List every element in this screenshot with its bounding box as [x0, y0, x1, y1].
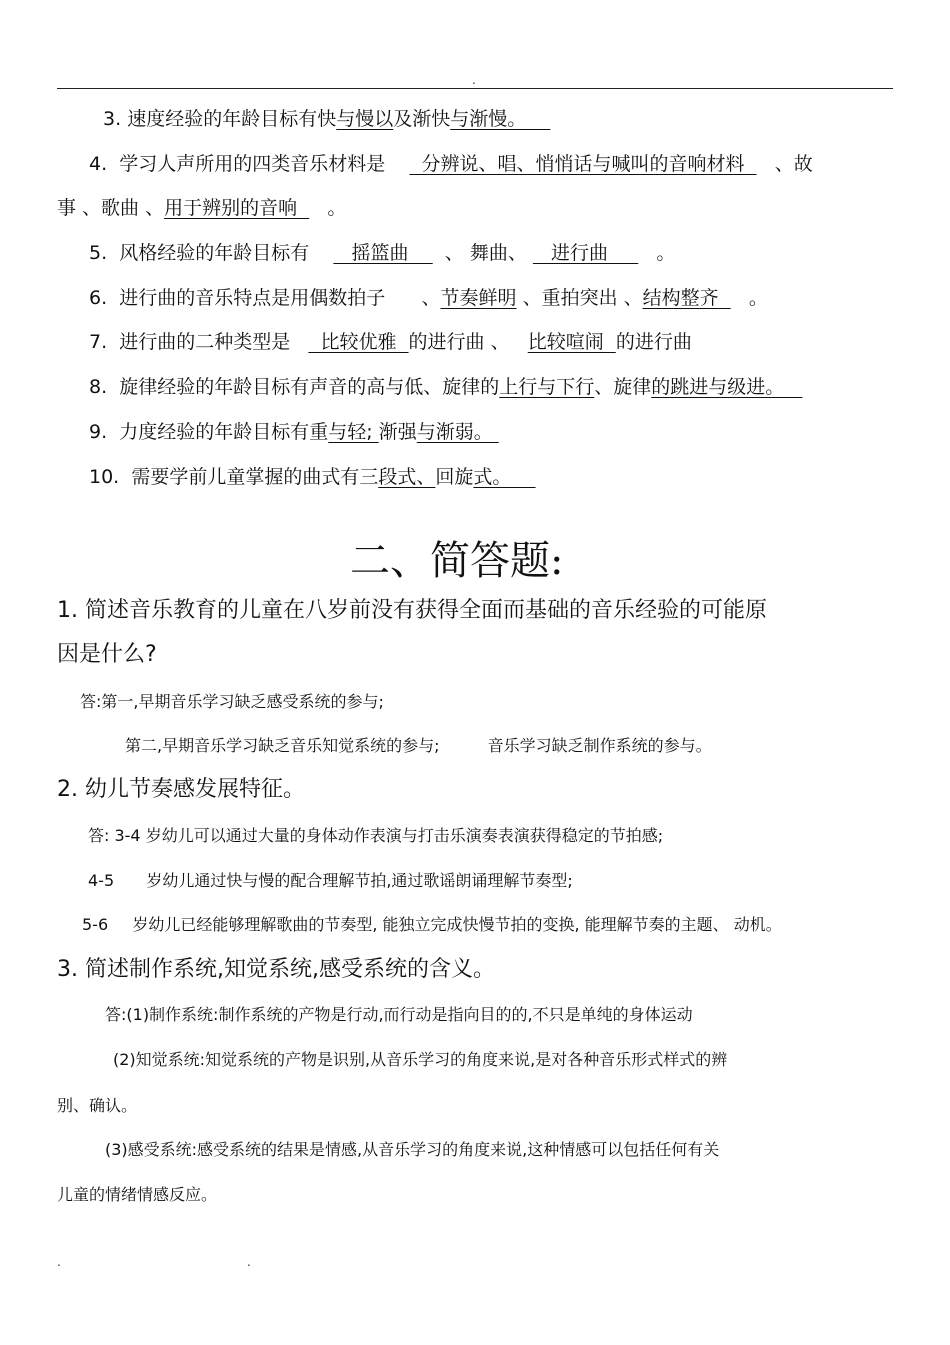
- fill-item-10: 10. 需要学前儿童掌握的曲式有三段式、回旋式。: [89, 466, 536, 488]
- answer-blank: 段式、: [378, 466, 436, 488]
- fill-item-6: 6. 进行曲的音乐特点是用偶数拍子 、节奏鲜明 、重拍突出 、结构整齐 。: [89, 287, 768, 309]
- answer-3-line-3: 别、确认。: [57, 1096, 138, 1115]
- answer-blank: 结构整齐: [642, 287, 731, 309]
- answer-1-line-2: 第二,早期音乐学习缺乏音乐知觉系统的参与; 音乐学习缺乏制作系统的参与。: [125, 736, 712, 755]
- answer-blank: 进行曲: [532, 242, 639, 264]
- question-2: 2. 幼儿节奏感发展特征。: [57, 777, 305, 802]
- answer-blank: 节奏鲜明: [440, 287, 517, 309]
- answer-3-line-1: 答:(1)制作系统:制作系统的产物是行动,而行动是指向目的的,不只是单纯的身体运动: [105, 1005, 693, 1024]
- header-dot: .: [472, 73, 476, 87]
- fill-item-5: 5. 风格经验的年龄目标有 摇篮曲 、 舞曲、 进行曲 。: [89, 242, 676, 264]
- answer-2-line-1: 答: 3-4 岁幼儿可以通过大量的身体动作表演与打击乐演奏表演获得稳定的节拍感;: [88, 826, 664, 845]
- answer-blank: 与慢以: [336, 108, 394, 130]
- fill-item-9: 9. 力度经验的年龄目标有重与轻; 渐强与渐弱。: [89, 421, 499, 443]
- question-3: 3. 简述制作系统,知觉系统,感受系统的含义。: [57, 957, 495, 982]
- answer-3-line-2: (2)知觉系统:知觉系统的产物是识别,从音乐学习的角度来说,是对各种音乐形式样式的辨: [113, 1050, 728, 1069]
- question-1: 1. 简述音乐教育的儿童在八岁前没有获得全面而基础的音乐经验的可能原: [57, 598, 767, 623]
- answer-2-line-2: 4-5 岁幼儿通过快与慢的配合理解节拍,通过歌谣朗诵理解节奏型;: [88, 871, 573, 890]
- answer-2-line-3: 5-6 岁幼儿已经能够理解歌曲的节奏型, 能独立完成快慢节拍的变换, 能理解节奏的主题、 动机。: [82, 915, 782, 934]
- footer-dot: .: [57, 1255, 61, 1269]
- answer-blank: 式。: [473, 466, 536, 488]
- answer-blank: 的跳进与级进。: [651, 376, 803, 398]
- answer-blank: 比较喧闹: [527, 331, 616, 353]
- answer-blank: 用于辨别的音响: [164, 197, 310, 219]
- question-1-cont: 因是什么?: [57, 642, 157, 667]
- fill-item-4-cont: 事 、歌曲 、用于辨别的音响 。: [57, 197, 347, 219]
- answer-blank: 与渐慢。: [450, 108, 551, 130]
- answer-blank: 分辨说、唱、悄悄话与喊叫的音响材料: [409, 153, 757, 175]
- fill-item-7: 7. 进行曲的二种类型是 比较优雅 的进行曲 、 比较喧闹 的进行曲: [89, 331, 692, 353]
- fill-item-8: 8. 旋律经验的年龄目标有声音的高与低、旋律的上行与下行、旋律的跳进与级进。: [89, 376, 803, 398]
- answer-blank: 比较优雅: [308, 331, 409, 353]
- answer-blank: 与渐弱。: [416, 421, 499, 443]
- header-rule: [57, 88, 893, 89]
- footer-dot: .: [247, 1255, 251, 1269]
- fill-item-3: 3. 速度经验的年龄目标有快与慢以及渐快与渐慢。: [103, 108, 551, 130]
- answer-3-line-5: 儿童的情绪情感反应。: [57, 1185, 218, 1204]
- answer-blank: 与轻;: [328, 421, 379, 443]
- answer-blank: 摇篮曲: [333, 242, 433, 264]
- section-title: 二、简答题:: [350, 538, 564, 584]
- answer-1-line-1: 答:第一,早期音乐学习缺乏感受系统的参与;: [80, 692, 384, 711]
- answer-3-line-4: (3)感受系统:感受系统的结果是情感,从音乐学习的角度来说,这种情感可以包括任何有关: [105, 1140, 720, 1159]
- answer-blank: 上行与下行: [499, 376, 595, 398]
- fill-item-4: 4. 学习人声所用的四类音乐材料是 分辨说、唱、悄悄话与喊叫的音响材料 、故: [89, 153, 813, 175]
